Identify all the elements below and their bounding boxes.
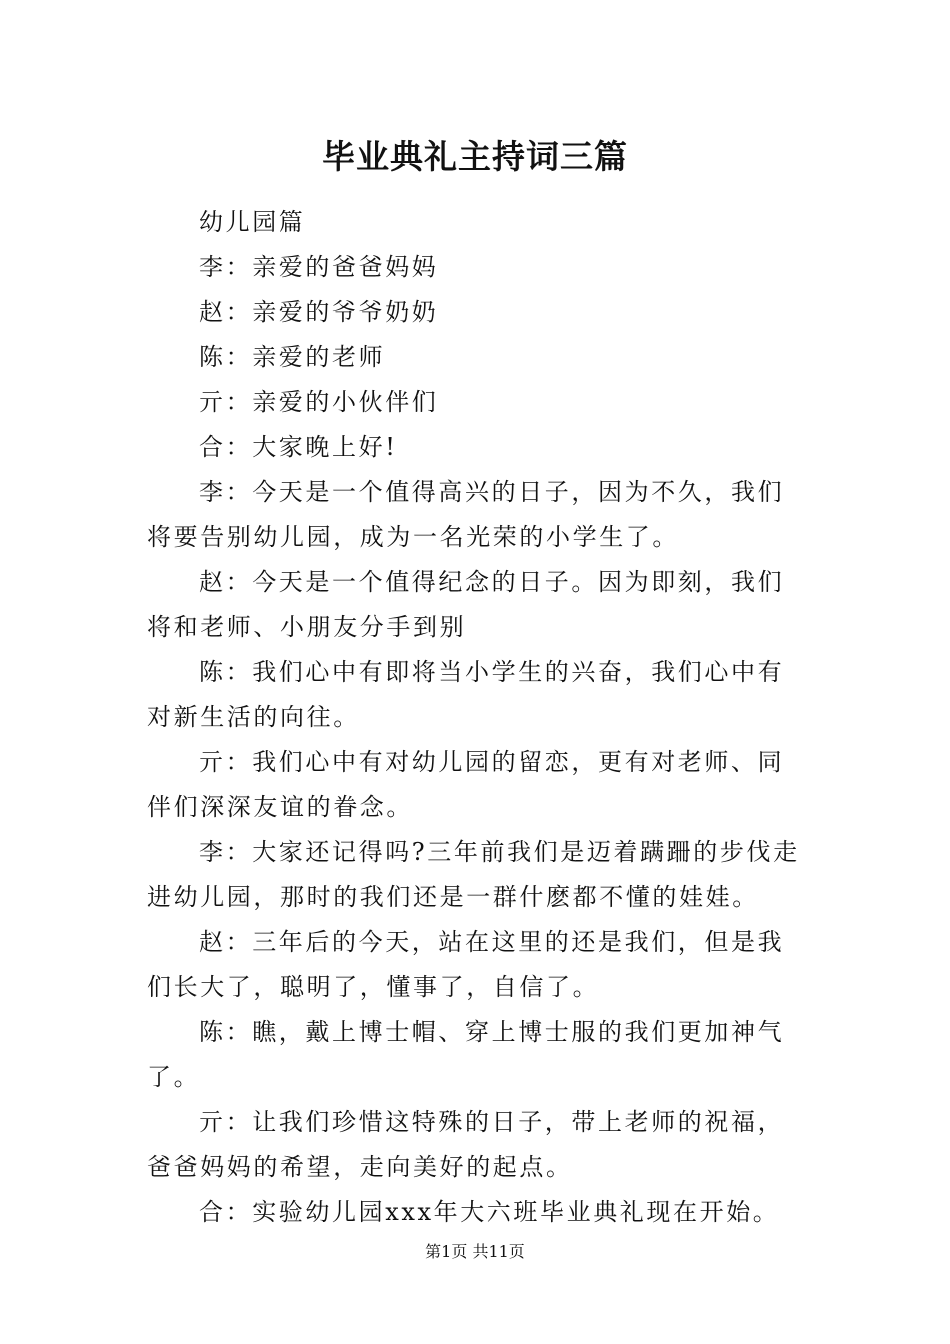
document-title: 毕业典礼主持词三篇	[322, 137, 628, 176]
paragraph: 赵：今天是一个值得纪念的日子。因为即刻，我们将和老师、小朋友分手到别	[147, 568, 785, 641]
paragraph: 陈：瞧，戴上博士帽、穿上博士服的我们更加神气了。	[147, 1018, 785, 1091]
paragraph: 亓：亲爱的小伙伴们	[199, 388, 439, 416]
paragraph: 赵：亲爱的爷爷奶奶	[199, 298, 439, 326]
paragraph: 赵：三年后的今天，站在这里的还是我们，但是我们长大了，聪明了，懂事了，自信了。	[147, 928, 785, 1001]
paragraph: 陈：我们心中有即将当小学生的兴奋，我们心中有对新生活的向往。	[147, 658, 785, 731]
paragraph: 陈：亲爱的老师	[199, 343, 386, 371]
paragraph: 李：亲爱的爸爸妈妈	[199, 253, 439, 281]
paragraph: 李：今天是一个值得高兴的日子，因为不久，我们将要告别幼儿园，成为一名光荣的小学生了。	[147, 478, 785, 551]
paragraph: 亓：我们心中有对幼儿园的留恋，更有对老师、同伴们深深友谊的眷念。	[147, 748, 785, 821]
paragraph: 合：实验幼儿园xxx年大六班毕业典礼现在开始。	[199, 1198, 780, 1226]
page-footer: 第1页 共11页	[425, 1242, 525, 1261]
document-body	[147, 200, 807, 1235]
section-heading: 幼儿园篇	[199, 208, 306, 236]
paragraph: 李：大家还记得吗?三年前我们是迈着蹒跚的步伐走进幼儿园，那时的我们还是一群什麽都不懂的娃娃。	[147, 838, 800, 911]
paragraph: 合：大家晚上好!	[199, 433, 398, 461]
paragraph: 亓：让我们珍惜这特殊的日子，带上老师的祝福，爸爸妈妈的希望，走向美好的起点。	[147, 1108, 785, 1181]
